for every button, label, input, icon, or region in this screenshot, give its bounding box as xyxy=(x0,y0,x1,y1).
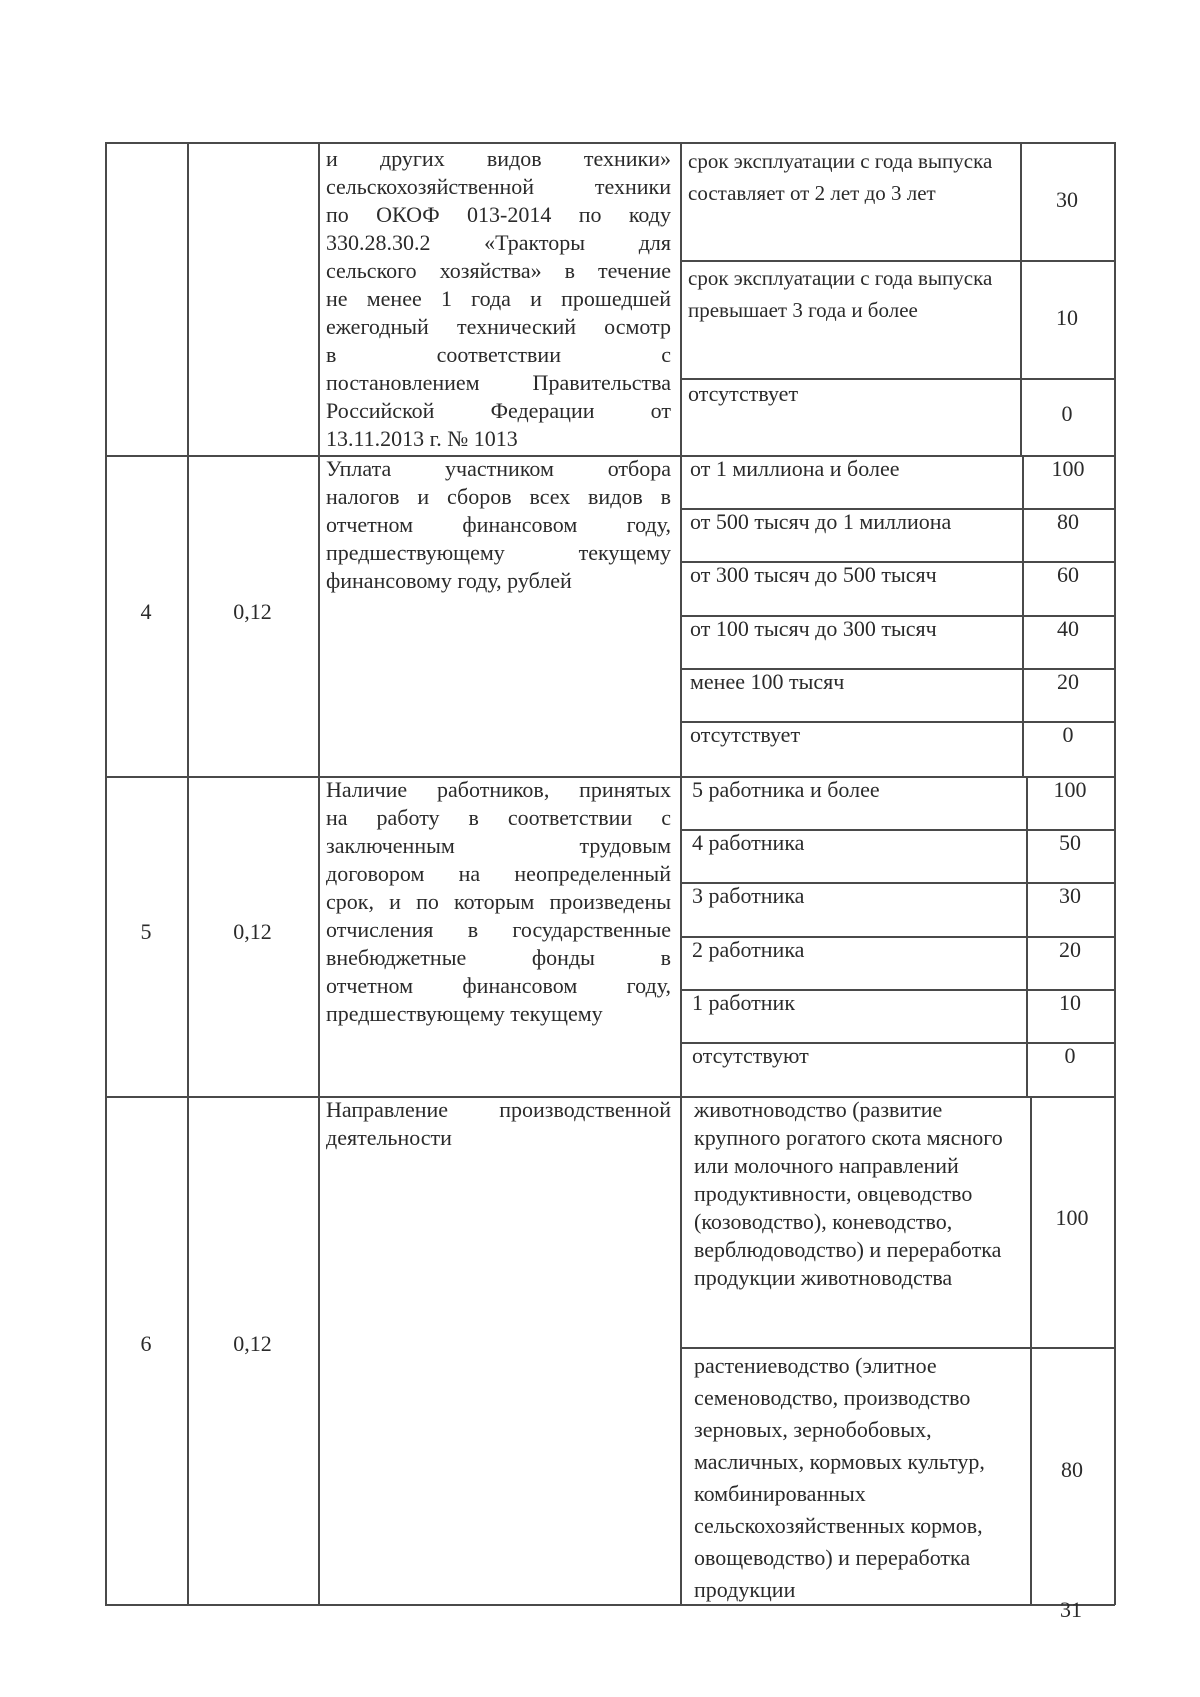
option-points: 50 xyxy=(1059,830,1081,855)
table-border-right xyxy=(1114,142,1116,1605)
criterion-line: отчетном финансовом году, xyxy=(326,512,671,537)
criterion-line: 330.28.30.2 «Тракторы для xyxy=(326,230,671,255)
criterion-line: срок, и по которым произведены xyxy=(326,889,671,914)
criterion-line: постановлением Правительства xyxy=(326,370,671,395)
criterion-line: предшествующему текущему xyxy=(326,1001,603,1026)
criterion-line: в соответствии с xyxy=(326,342,671,367)
criterion-line: отчетном финансовом году, xyxy=(326,973,671,998)
option-text: 4 работника xyxy=(692,830,805,855)
option-points: 10 xyxy=(1056,305,1078,330)
option-points: 20 xyxy=(1059,937,1081,962)
option-text: 2 работника xyxy=(692,937,805,962)
criterion-line: договором на неопределенный xyxy=(326,861,671,886)
criterion-line: Наличие работников, принятых xyxy=(326,777,671,802)
option-points: 80 xyxy=(1057,509,1079,534)
table-border-top xyxy=(105,142,1115,144)
criterion-line: и других видов техники» xyxy=(326,146,671,171)
option-points: 0 xyxy=(1061,401,1073,426)
option-text: от 300 тысяч до 500 тысяч xyxy=(690,562,937,587)
option-points: 60 xyxy=(1057,562,1079,587)
option-points: 30 xyxy=(1059,883,1081,908)
option-text: 5 работника и более xyxy=(692,777,880,802)
criterion-cell xyxy=(326,776,671,1028)
option-text: отсутствует xyxy=(688,381,799,406)
option-points: 0 xyxy=(1062,722,1074,747)
criterion-line: не менее 1 года и прошедшей xyxy=(326,286,671,311)
criterion-line: Российской Федерации от xyxy=(326,398,671,423)
option-text: животноводство (развитие крупного рогатого скота мясного или молочного направлений продуктивности, овцеводство (козоводство), коневодство, верблюдоводство) и переработка продукции животноводства xyxy=(694,1097,1003,1290)
criterion-line: деятельности xyxy=(326,1125,452,1150)
row-number: 5 xyxy=(140,919,152,944)
column-divider-1 xyxy=(187,142,189,1605)
option-text: 1 работник xyxy=(692,990,796,1015)
column-divider-3 xyxy=(680,142,682,1605)
option-points: 30 xyxy=(1056,187,1078,212)
option-text: растениеводство (элитное семеноводство, производство зерновых, зернобобовых, масличных, кормовых культур, комбинированных сельскохозяйственных кормов, овощеводство) и переработка продукции xyxy=(694,1353,985,1602)
criterion-line: 13.11.2013 г. № 1013 xyxy=(326,426,518,451)
row-number: 6 xyxy=(140,1331,152,1356)
criterion-line: внебюджетные фонды в xyxy=(326,945,671,970)
criterion-cell xyxy=(326,455,671,595)
criterion-line: финансовому году, рублей xyxy=(326,568,572,593)
criterion-cell xyxy=(326,1096,671,1152)
option-points: 10 xyxy=(1059,990,1081,1015)
table-border-left xyxy=(105,142,107,1605)
criterion-line: сельскохозяйственной техники xyxy=(326,174,671,199)
column-divider-2 xyxy=(318,142,320,1605)
criterion-line: заключенным трудовым xyxy=(326,833,671,858)
criterion-line: отчисления в государственные xyxy=(326,917,671,942)
option-text: от 1 миллиона и более xyxy=(690,456,900,481)
option-text: отсутствуют xyxy=(692,1043,809,1068)
option-text: менее 100 тысяч xyxy=(690,669,845,694)
option-points: 80 xyxy=(1061,1457,1083,1482)
points-divider-d xyxy=(1030,1096,1032,1605)
criterion-line: предшествующему текущему xyxy=(326,540,671,565)
criterion-line: ежегодный технический осмотр xyxy=(326,314,671,339)
option-text: срок эксплуатации с года выпуска превышает 3 года и более xyxy=(688,266,993,322)
row-weight: 0,12 xyxy=(233,599,272,624)
row-weight: 0,12 xyxy=(233,1331,272,1356)
criterion-line: Направление производственной xyxy=(326,1097,671,1122)
option-points: 100 xyxy=(1053,777,1087,802)
option-points: 40 xyxy=(1057,616,1079,641)
criterion-line: налогов и сборов всех видов в xyxy=(326,484,671,509)
criterion-cell xyxy=(326,145,671,453)
option-text: от 100 тысяч до 300 тысяч xyxy=(690,616,937,641)
option-text: от 500 тысяч до 1 миллиона xyxy=(690,509,952,534)
option-text: 3 работника xyxy=(692,883,805,908)
option-points: 0 xyxy=(1064,1043,1076,1068)
criterion-line: сельского хозяйства» в течение xyxy=(326,258,671,283)
page-number: 31 xyxy=(1060,1597,1082,1622)
option-divider xyxy=(680,1347,1114,1349)
option-text: срок эксплуатации с года выпуска составляет от 2 лет до 3 лет xyxy=(688,149,993,205)
criterion-line: по ОКОФ 013-2014 по коду xyxy=(326,202,671,227)
row-weight: 0,12 xyxy=(233,919,272,944)
criterion-line: Уплата участником отбора xyxy=(326,456,671,481)
row-number: 4 xyxy=(140,599,152,624)
criterion-line: на работу в соответствии с xyxy=(326,805,671,830)
option-text: отсутствует xyxy=(690,722,801,747)
option-points: 20 xyxy=(1057,669,1079,694)
option-points: 100 xyxy=(1055,1205,1089,1230)
option-points: 100 xyxy=(1051,456,1085,481)
